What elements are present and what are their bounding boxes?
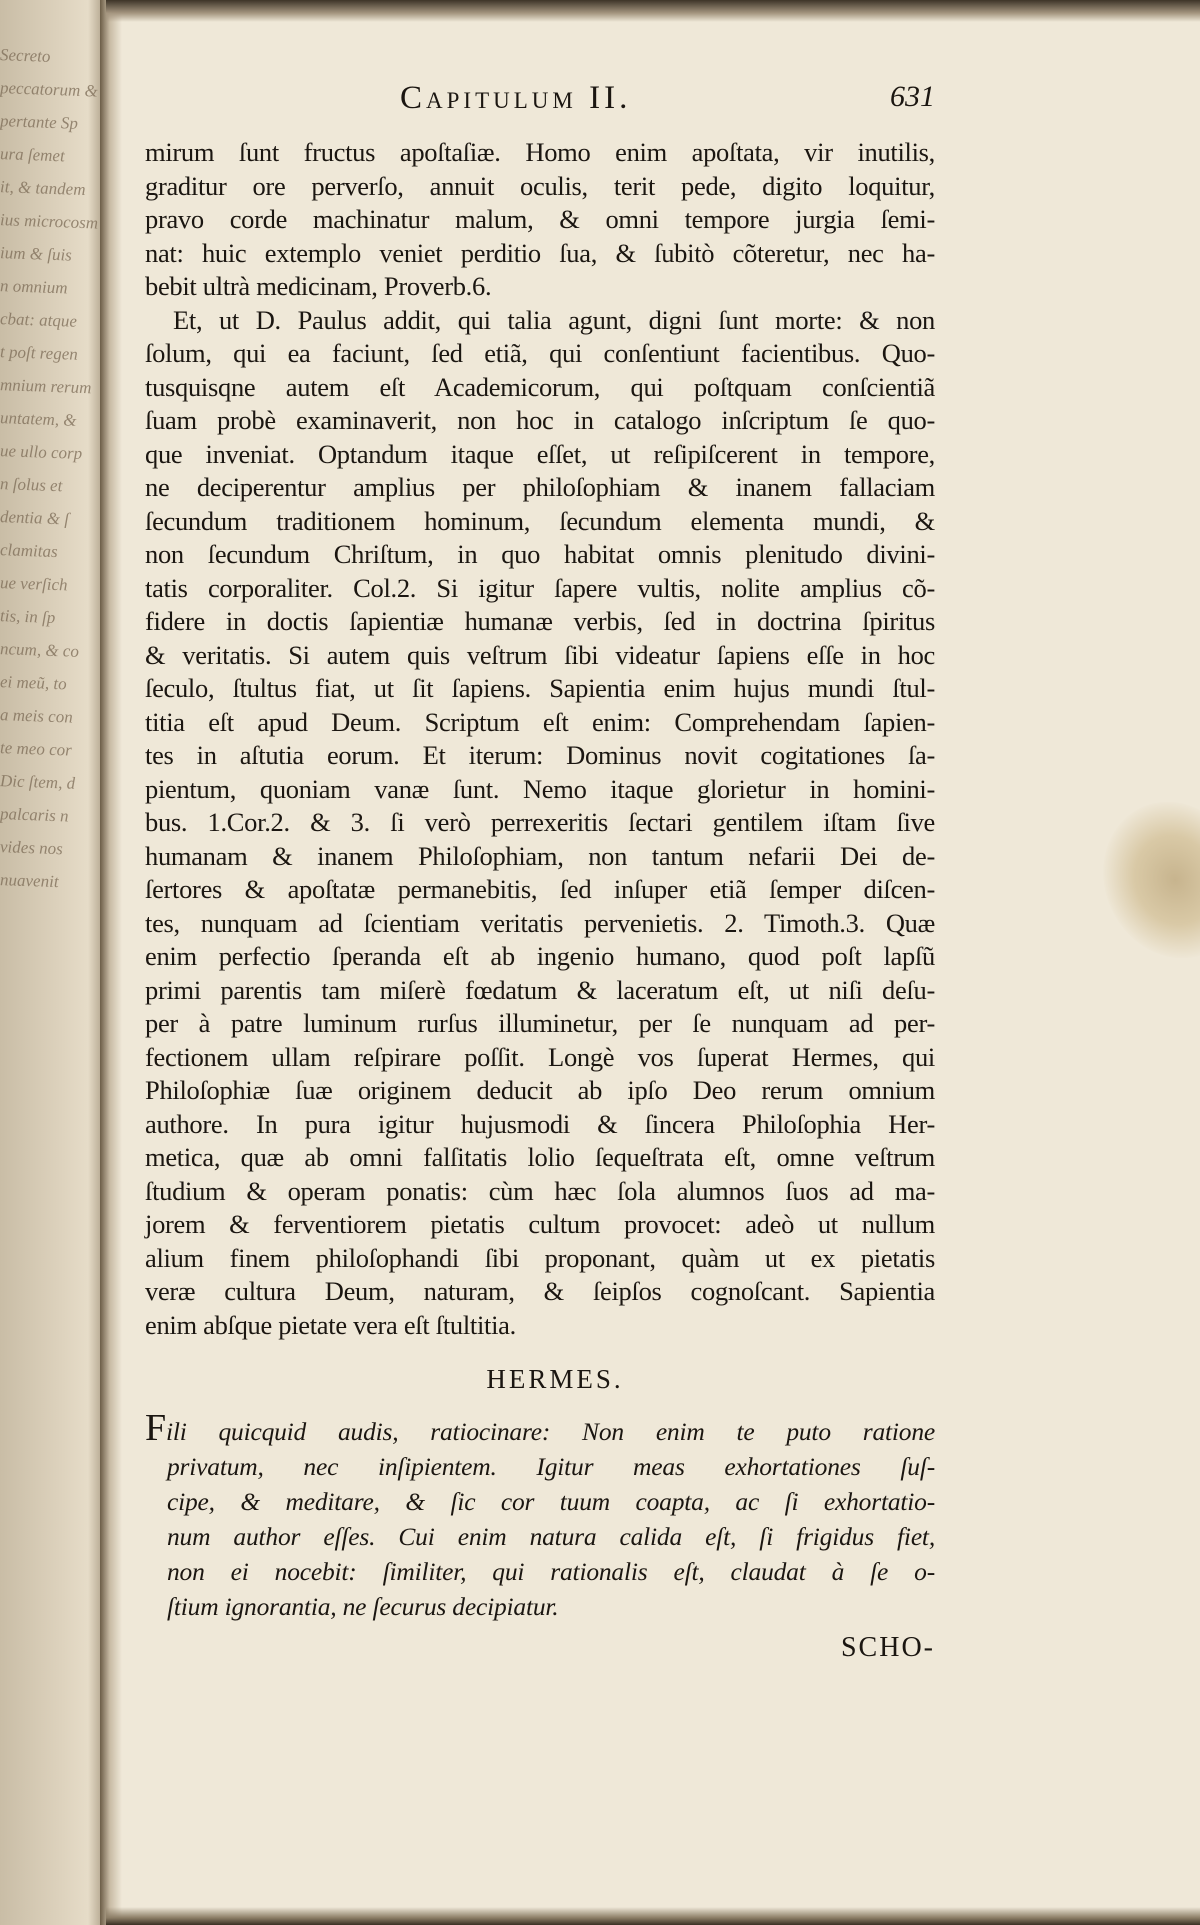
quote-line: Fili quicquid audis, ratiocinare: Non enim te puto ratione — [145, 1407, 935, 1449]
facing-page-fragment: untatem, & — [0, 408, 77, 430]
body-line: alium finem philoſophandi ſibi proponant, quàm ut ex pietatis — [145, 1242, 935, 1273]
quote-line: privatum, nec inſipientem. Igitur meas exhortationes ſuſ- — [167, 1452, 935, 1481]
hermes-quote — [145, 1407, 935, 1624]
facing-page-fragment: ei meũ, to — [0, 672, 67, 694]
body-line: que inveniat. Optandum itaque eſſet, ut reſipiſcerent in tempore, — [145, 438, 935, 469]
body-line: ſertores & apoſtatæ permanebitis, ſed inſuper etiã ſemper diſcen- — [145, 874, 935, 904]
facing-page-fragment: n omnium — [0, 276, 68, 298]
page-content — [145, 80, 935, 1664]
body-line: bus. 1.Cor.2. & 3. ſi verò perrexeritis ſectari gentilem iſtam ſive — [145, 807, 935, 837]
facing-page-fragment: a meis con — [0, 705, 73, 727]
body-line: pravo corde machinatur malum, & omni tempore jurgia ſemi- — [145, 204, 935, 234]
chapter-title: Capitulum II. — [400, 80, 632, 116]
body-line: ne deciperentur amplius per philoſophiam & inanem fallaciam — [145, 472, 935, 502]
facing-page-fragment: dentia & ſ — [0, 507, 69, 529]
body-line: non ſecundum Chriſtum, in quo habitat omnis plenitudo divini- — [145, 539, 935, 569]
facing-page-fragment: ura ſemet — [0, 144, 65, 166]
facing-page-fragment: clamitas — [0, 540, 58, 562]
body-line: bebit ultrà medicinam, Proverb.6. — [145, 271, 492, 301]
body-line: jorem & ferventiorem pietatis cultum provocet: adeò ut nullum — [145, 1209, 935, 1239]
facing-page-fragment: ue verſich — [0, 573, 68, 595]
page-number: 631 — [890, 80, 935, 113]
quote-line: num author eſſes. Cui enim natura calida eſt, ſi frigidus fiet, — [167, 1522, 935, 1551]
body-line: ſuam probè examinaverit, non hoc in catalogo inſcriptum ſe quo- — [145, 405, 935, 435]
body-line: veræ cultura Deum, naturam, & ſeipſos cognoſcant. Sapientia — [145, 1276, 935, 1306]
facing-page-fragment: ue ullo corp — [0, 441, 83, 463]
body-text — [145, 136, 935, 1342]
quote-line: ſtium ignorantia, ne ſecurus decipiatur. — [167, 1592, 559, 1621]
body-line: per à patre luminum rurſus illuminetur, per ſe nunquam ad per- — [145, 1008, 935, 1038]
facing-page-fragment: pertante Sp — [0, 111, 78, 133]
facing-page-fragment: te meo cor — [0, 738, 72, 760]
quote-line: non ei nocebit: ſimiliter, qui rationalis eſt, claudat à ſe o- — [167, 1557, 935, 1586]
section-heading: HERMES. — [486, 1364, 624, 1394]
facing-page-fragment: ncum, & co — [0, 639, 79, 661]
facing-page-fragment: mnium rerum — [0, 375, 92, 398]
facing-page-fragment: it, & tandem — [0, 177, 86, 200]
facing-page-fragment: cbat: atque — [0, 309, 77, 331]
body-line: primi parentis tam miſerè fœdatum & laceratum eſt, ut niſi deſu- — [145, 974, 935, 1005]
body-line: & veritatis. Si autem quis veſtrum ſibi videatur ſapiens eſſe in hoc — [145, 639, 935, 670]
facing-page-fragment: palcaris n — [0, 804, 69, 826]
facing-page-text — [0, 38, 108, 900]
facing-page-fragment: nuavenit — [0, 870, 59, 892]
body-line: nat: huic extemplo veniet perditio ſua, & ſubitò cõteretur, nec ha- — [145, 237, 935, 268]
body-line: ſolum, qui ea faciunt, ſed etiã, qui conſentiunt facientibus. Quo- — [145, 338, 935, 368]
facing-page-fragment: tis, in ſp — [0, 606, 56, 628]
catchword: SCHO- — [840, 1632, 935, 1663]
body-line: fectionem ullam reſpirare poſſit. Longè vos ſuperat Hermes, qui — [145, 1041, 935, 1072]
body-line: ſeculo, ſtultus fiat, ut ſit ſapiens. Sapientia enim hujus mundi ſtul- — [145, 673, 935, 703]
facing-page-edge — [0, 0, 110, 1925]
facing-page-fragment: Secreto — [0, 45, 51, 66]
facing-page-fragment: peccatorum & — [0, 78, 98, 101]
book-gutter — [100, 0, 122, 1925]
body-line: ſecundum traditionem hominum, ſecundum elementa mundi, & — [145, 505, 935, 536]
body-line: enim perfectio ſperanda eſt ab ingenio humano, quod poſt lapſũ — [145, 941, 935, 971]
facing-page-fragment: Dic ſtem, d — [0, 771, 76, 793]
bottom-edge-shadow — [106, 1907, 1200, 1925]
facing-page-fragment: n ſolus et — [0, 474, 63, 496]
body-line: graditur ore perverſo, annuit oculis, terit pede, digito loquitur, — [145, 170, 935, 201]
body-line: ſtudium & operam ponatis: cùm hæc ſola alumnos ſuos ad ma- — [145, 1175, 935, 1206]
running-head — [145, 80, 935, 136]
body-line: tes in aſtutia eorum. Et iterum: Dominus novit cogitationes ſa- — [145, 740, 935, 770]
body-line: metica, quæ ab omni falſitatis lolio ſequeſtrata eſt, omne veſtrum — [145, 1142, 935, 1172]
body-line: pientum, quoniam vanæ ſunt. Nemo itaque glorietur in homini- — [145, 773, 935, 804]
top-edge-shadow — [106, 0, 1200, 22]
facing-page-fragment: t poſt regen — [0, 342, 78, 364]
body-line: titia eſt apud Deum. Scriptum eſt enim: Comprehendam ſapien- — [145, 706, 935, 737]
facing-page-fragment: ius microcosm — [0, 210, 99, 233]
body-line: Philoſophiæ ſuæ originem deducit ab ipſo Deo rerum omnium — [145, 1075, 935, 1105]
facing-page-fragment: ium & ſuis — [0, 243, 72, 265]
body-line: authore. In pura igitur hujusmodi & ſincera Philoſophia Her- — [145, 1108, 935, 1139]
body-line: tatis corporaliter. Col.2. Si igitur ſapere vultis, nolite amplius cõ- — [145, 572, 935, 603]
paper-stain — [1078, 778, 1200, 982]
quote-line: cipe, & meditare, & ſic cor tuum coapta, ac ſi exhortatio- — [167, 1487, 935, 1516]
body-line: fidere in doctis ſapientiæ humanæ verbis, ſed in doctrina ſpiritus — [145, 606, 935, 636]
body-line: tusquisqne autem eſt Academicorum, qui poſtquam conſcientiã — [145, 371, 935, 402]
facing-page-fragment: vides nos — [0, 837, 63, 859]
body-line: mirum ſunt fructus apoſtaſiæ. Homo enim apoſtata, vir inutilis, — [145, 137, 935, 167]
body-line: enim abſque pietate vera eſt ſtultitia. — [145, 1309, 516, 1340]
body-line: humanam & inanem Philoſophiam, non tantum nefarii Dei de- — [145, 840, 935, 871]
body-line: Et, ut D. Paulus addit, qui talia agunt, digni ſunt morte: & non — [173, 304, 935, 335]
body-line: tes, nunquam ad ſcientiam veritatis pervenietis. 2. Timoth.3. Quæ — [145, 907, 935, 938]
